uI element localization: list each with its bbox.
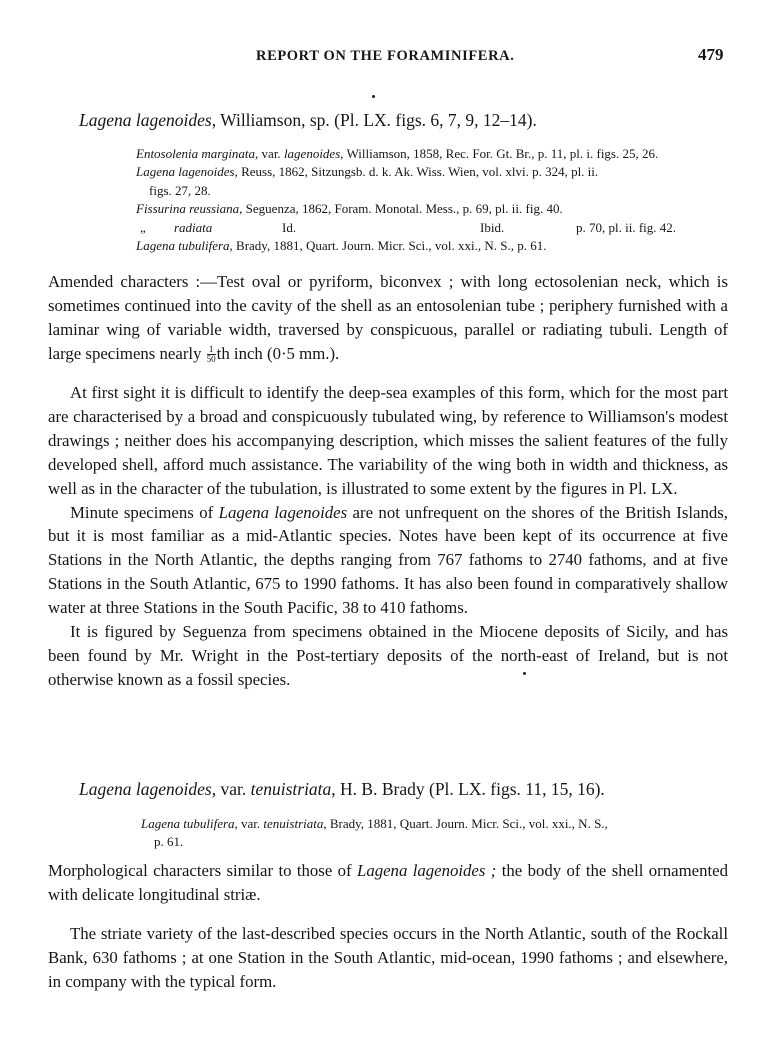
- text-run: th inch (0·5 mm.).: [216, 343, 340, 363]
- morphology-paragraph: [48, 859, 728, 907]
- text-run: Morphological characters similar to those of: [48, 861, 357, 880]
- discussion-block: [48, 381, 728, 692]
- synonym-publication: Ibid.: [480, 219, 505, 235]
- stray-mark: [523, 672, 526, 675]
- species-heading-var-tenuistriata: [79, 779, 605, 800]
- synonym-reference: , Williamson, 1858, Rec. For. Gt. Br., p. 11, pl. i. figs. 25, 26.: [340, 146, 659, 161]
- synonymy-entry-continuation: [136, 182, 676, 200]
- synonym-name: Lagena tubulifera: [136, 237, 230, 253]
- running-head: [0, 45, 776, 69]
- synonym-reference: , Brady, 1881, Quart. Journ. Micr. Sci., vol. xxi., N. S., p. 61.: [229, 237, 547, 253]
- species-name-inline: Lagena lagenoides ;: [356, 861, 497, 880]
- fraction: [207, 345, 216, 364]
- synonym-name: Entosolenia marginata: [136, 146, 256, 161]
- synonym-reference: , Reuss, 1862, Sitzungsb. d. k. Ak. Wiss. Wien, vol. xlvi. p. 324, pl. ii.: [234, 164, 599, 180]
- species-authority: , Williamson, sp. (Pl. LX. figs. 6, 7, 9, 12–14).: [211, 110, 537, 130]
- text-run: are not unfrequent on the shores of the British Islands, but it is most familiar as a mid-Atlantic species. Notes have been kept of its occurrence at five Stations in the North Atlantic, the depths ranging from 767 fathoms to 2740 fathoms, and at five Stations in the South Atlantic, 675 to 1990 fathoms. It has also been found in comparatively shallow water at three Stations in the South Pacific, 38 to 410 fathoms.: [48, 502, 729, 618]
- synonym-reference: p. 70, pl. ii. fig. 42.: [576, 219, 677, 235]
- fraction-denominator: 50: [206, 353, 216, 364]
- synonymy-entry: [141, 815, 608, 833]
- synonymy-entry: [136, 145, 676, 163]
- synonymy-entry: [136, 163, 676, 181]
- running-title: REPORT ON THE FORAMINIFERA.: [256, 48, 515, 64]
- synonym-reference: figs. 27, 28.: [149, 182, 211, 198]
- species-name: Lagena lagenoides: [79, 779, 212, 799]
- fossil-record-paragraph: It is figured by Seguenza from specimens obtained in the Miocene deposits of Sicily, and has been found by Mr. Wright in the Post-tertiary deposits of the north-east of Ireland, but is not otherwise known as a fossil species.: [48, 622, 728, 689]
- synonym-text: , var.: [234, 816, 264, 831]
- synonym-name: Lagena lagenoides: [136, 164, 235, 180]
- synonym-reference: , Seguenza, 1862, Foram. Monotal. Mess., p. 69, pl. ii. fig. 40.: [239, 201, 563, 217]
- stray-mark: [372, 95, 375, 98]
- synonym-name: Lagena tubulifera: [141, 816, 235, 831]
- synonymy-entry: [136, 200, 676, 218]
- species-heading-lagena-lagenoides: [79, 110, 537, 131]
- text-run: the body of the shell ornamented with delicate longitudinal striæ.: [48, 861, 728, 904]
- text-run: Minute specimens of: [70, 502, 219, 522]
- species-authority: , H. B. Brady (Pl. LX. figs. 11, 15, 16).: [331, 779, 605, 799]
- synonym-reference: p. 61.: [154, 834, 184, 850]
- fraction-numerator: 1: [207, 345, 216, 355]
- paragraph-text: [48, 859, 728, 907]
- species-text: , var.: [211, 779, 251, 799]
- species-name-inline: Lagena lagenoides: [218, 502, 348, 522]
- synonym-author: Id.: [282, 219, 297, 235]
- synonymy-list: [141, 815, 608, 852]
- paragraph-text: The striate variety of the last-described species occurs in the North Atlantic, south of the Rockall Bank, 630 fathoms ; at one Station in the South Atlantic, mid-ocean, 1990 fathoms ; and elsewhere, in company with the typical form.: [48, 924, 728, 991]
- synonym-variety: tenuistriata: [263, 816, 324, 831]
- ditto-mark: „: [140, 219, 146, 235]
- paragraph-text: [48, 270, 728, 366]
- synonymy-entry: [136, 219, 676, 237]
- species-variety: tenuistriata: [250, 779, 332, 799]
- synonymy-entry: [136, 237, 676, 255]
- species-name: Lagena lagenoides: [79, 110, 212, 130]
- synonymy-entry-continuation: [141, 833, 608, 851]
- synonym-name: Fissurina reussiana: [136, 201, 240, 217]
- distribution-paragraph: [48, 501, 728, 621]
- synonym-reference: , Brady, 1881, Quart. Journ. Micr. Sci., vol. xxi., N. S.,: [323, 816, 608, 831]
- page-number: 479: [698, 45, 724, 64]
- identification-paragraph: At first sight it is difficult to identify the deep-sea examples of this form, which for the most part are characterised by a broad and conspicuously tubulated wing, by reference to Williamson's modest drawings ; neither does his accompanying description, which misses the salient features of the fully developed shell, afford much assistance. The variability of the wing both in width and thickness, as well as in the character of the tubulation, is illustrated to some extent by the figures in Pl. LX.: [48, 383, 728, 498]
- synonym-variety: lagenoides: [283, 146, 341, 161]
- synonym-text: , var.: [255, 146, 284, 161]
- text-run: Amended characters :—Test oval or pyriform, biconvex ; with long ectosolenian neck, which is sometimes continued into the cavity of the shell as an entosolenian tube ; periphery furnished with a laminar wing of variable width, traversed by conspicuous, parallel or radiating tubuli. Length of large specimens nearly: [48, 272, 728, 363]
- striate-variety-paragraph: [48, 922, 728, 994]
- synonym-name: radiata: [174, 219, 213, 235]
- synonymy-list: [136, 145, 676, 255]
- amended-characters-paragraph: [48, 270, 728, 366]
